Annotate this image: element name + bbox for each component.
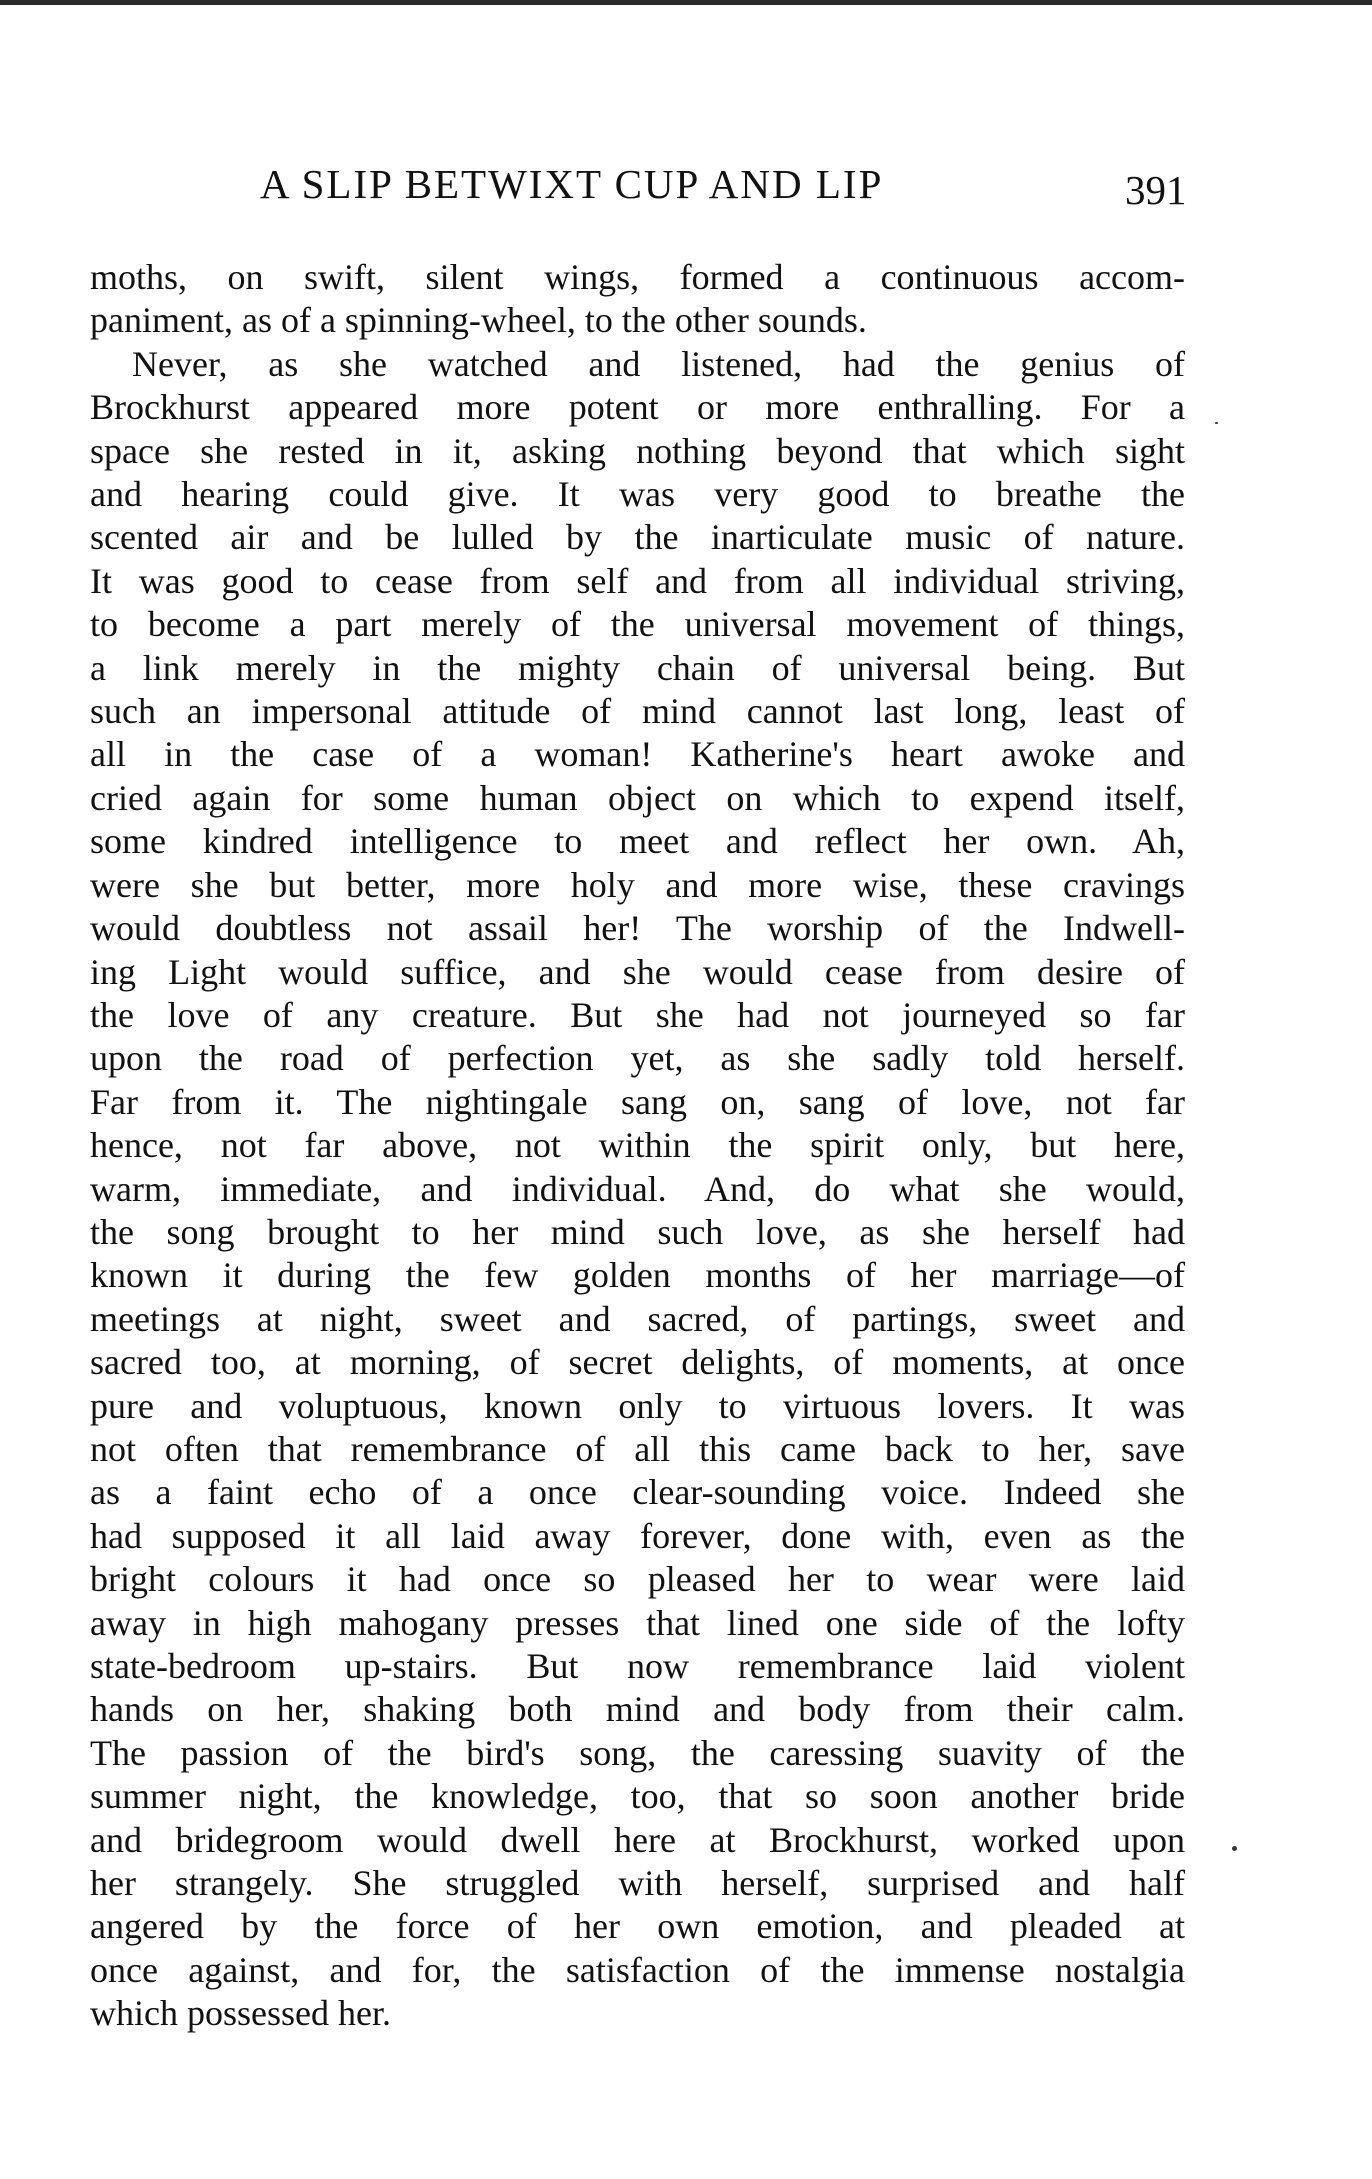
text-line: the song brought to her mind such love, as she herself had <box>90 1211 1185 1252</box>
text-line: cried again for some human object on which to expend itself, <box>90 777 1185 818</box>
text-line: a link merely in the mighty chain of universal being. But <box>90 647 1185 688</box>
page-header <box>0 160 1372 220</box>
text-line: ing Light would suffice, and she would cease from desire of <box>90 951 1185 992</box>
text-line: moths, on swift, silent wings, formed a continuous accom- <box>90 257 1185 297</box>
text-line: away in high mahogany presses that lined one side of the lofty <box>90 1602 1185 1643</box>
text-line: some kindred intelligence to meet and reflect her own. Ah, <box>90 821 1185 862</box>
text-line: paniment, as of a spinning-wheel, to the other sounds. <box>90 300 867 341</box>
text-line: had supposed it all laid away forever, done with, even as the <box>90 1515 1185 1556</box>
text-line: hence, not far above, not within the spirit only, but here, <box>90 1125 1185 1166</box>
scan-speck <box>1215 422 1218 424</box>
text-line: The passion of the bird's song, the caressing suavity of the <box>90 1732 1185 1773</box>
text-line: and bridegroom would dwell here at Brockhurst, worked upon <box>90 1819 1185 1860</box>
top-edge-rule <box>0 0 1372 5</box>
page-number: 391 <box>1125 167 1187 213</box>
text-line: hands on her, shaking both mind and body from their calm. <box>90 1689 1185 1730</box>
text-line: such an impersonal attitude of mind cannot last long, least of <box>90 691 1185 732</box>
text-line: meetings at night, sweet and sacred, of partings, sweet and <box>90 1298 1185 1339</box>
text-line: space she rested in it, asking nothing beyond that which sight <box>90 430 1185 471</box>
text-line: upon the road of perfection yet, as she sadly told herself. <box>90 1038 1185 1079</box>
text-line: pure and voluptuous, known only to virtuous lovers. It was <box>90 1385 1185 1426</box>
running-title: A SLIP BETWIXT CUP AND LIP <box>260 161 884 207</box>
text-line: bright colours it had once so pleased her to wear were laid <box>90 1559 1185 1600</box>
text-line: scented air and be lulled by the inarticulate music of nature. <box>90 517 1185 558</box>
text-line: angered by the force of her own emotion, and pleaded at <box>90 1906 1185 1947</box>
text-line: were she but better, more holy and more wise, these cravings <box>90 864 1185 905</box>
scan-speck <box>1232 1846 1237 1851</box>
text-line: Never, as she watched and listened, had the genius of <box>132 343 1185 384</box>
text-line: sacred too, at morning, of secret delights, of moments, at once <box>90 1342 1185 1383</box>
text-line: Brockhurst appeared more potent or more enthralling. For a <box>90 387 1185 428</box>
text-line: warm, immediate, and individual. And, do what she would, <box>90 1168 1185 1209</box>
text-line: the love of any creature. But she had not journeyed so far <box>90 994 1185 1035</box>
text-line: It was good to cease from self and from all individual striving, <box>90 560 1185 601</box>
text-line: and hearing could give. It was very good to breathe the <box>90 474 1185 515</box>
text-line: state-bedroom up-stairs. But now remembrance laid violent <box>90 1646 1185 1686</box>
text-line: not often that remembrance of all this came back to her, save <box>90 1428 1185 1469</box>
text-line: summer night, the knowledge, too, that so soon another bride <box>90 1776 1185 1817</box>
text-line: as a faint echo of a once clear-sounding voice. Indeed she <box>90 1472 1185 1513</box>
text-line: once against, and for, the satisfaction of the immense nostalgia <box>90 1949 1185 1990</box>
text-line: would doubtless not assail her! The worship of the Indwell- <box>90 908 1185 949</box>
text-line: to become a part merely of the universal movement of things, <box>90 604 1185 645</box>
text-line: Far from it. The nightingale sang on, sang of love, not far <box>90 1081 1185 1122</box>
text-line: all in the case of a woman! Katherine's heart awoke and <box>90 734 1185 775</box>
text-line: her strangely. She struggled with herself, surprised and half <box>90 1863 1185 1904</box>
text-line: known it during the few golden months of her marriage—of <box>90 1255 1185 1296</box>
body-text <box>90 256 1185 2036</box>
text-line: which possessed her. <box>90 1993 391 2034</box>
